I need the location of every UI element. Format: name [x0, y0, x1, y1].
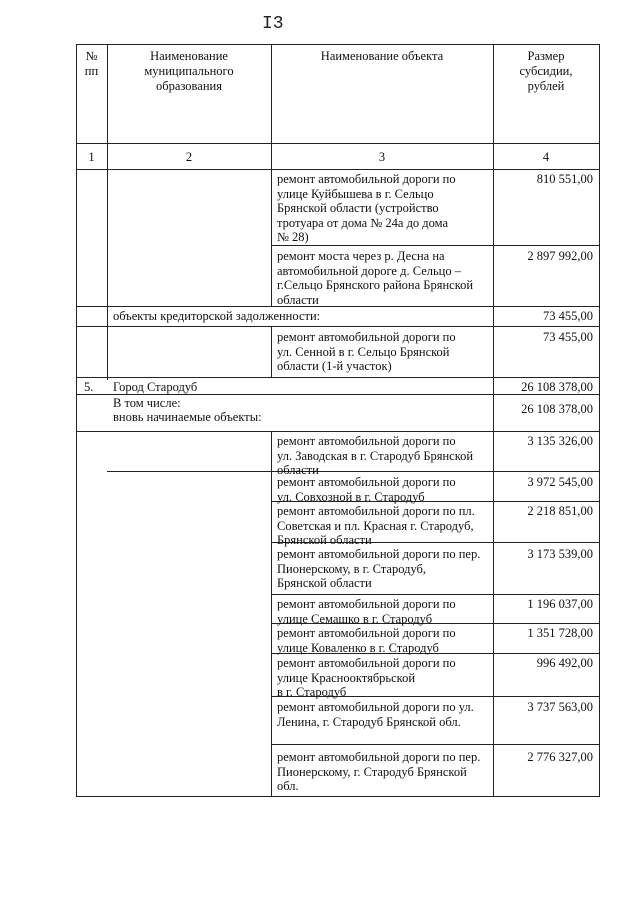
section-label: объекты кредиторской задолженности: [113, 309, 321, 323]
object-name: Ленина, г. Стародуб Брянской обл. [277, 714, 461, 729]
subsidy-amount: 2 218 851,00 [527, 504, 593, 518]
object-name: ремонт автомобильной дороги по [277, 434, 456, 448]
object-name: в г. Стародуб [277, 685, 347, 700]
header-object: Наименование объекта [320, 49, 444, 63]
header-amount: рублей [527, 79, 565, 93]
table-rule [76, 377, 600, 378]
column-rule [493, 44, 494, 797]
column-rule [271, 326, 272, 378]
table-rule [107, 471, 272, 472]
object-name: ремонт автомобильной дороги по ул. [277, 700, 474, 714]
table-rule [271, 245, 600, 246]
object-name: тротуара от дома № 24а до дома [277, 215, 449, 230]
section-label: В том числе: [113, 396, 181, 410]
object-name: ул. Сенной в г. Сельцо Брянской [277, 344, 450, 359]
object-name: ремонт автомобильной дороги по пер. [277, 750, 481, 764]
header-municipality: образования [156, 79, 222, 93]
object-name: улице Семашко в г. Стародуб [277, 611, 433, 626]
object-name: ремонт автомобильной дороги по [277, 172, 456, 186]
object-name: ремонт автомобильной дороги по пер. [277, 547, 481, 561]
object-name: г.Сельцо Брянского района Брянской [277, 278, 474, 293]
table-rule [76, 143, 600, 144]
subsidy-amount: 73 455,00 [543, 309, 593, 323]
object-name: ул. Заводская в г. Стародуб Брянской [277, 448, 474, 463]
header-municipality: Наименование [150, 49, 228, 63]
subsidy-amount: 26 108 378,00 [521, 402, 593, 416]
page-number: I3 [262, 14, 284, 34]
subsidy-amount: 3 737 563,00 [527, 700, 593, 714]
column-number: 3 [378, 150, 386, 164]
table-rule [76, 326, 600, 327]
object-name: Советская и пл. Красная г. Стародуб, [277, 518, 474, 533]
header-municipality: муниципального [144, 64, 234, 78]
table-rule [76, 796, 600, 797]
subsidy-amount: 2 897 992,00 [527, 249, 593, 263]
table-rule [76, 306, 600, 307]
subsidy-table [76, 44, 599, 797]
object-name: ремонт автомобильной дороги по [277, 597, 456, 611]
section-label: вновь начинаемые объекты: [113, 410, 262, 424]
object-name: ремонт автомобильной дороги по [277, 330, 456, 344]
object-name: Брянской области (устройство [277, 201, 439, 216]
header-amount: Размер [527, 49, 565, 63]
header-number: пп [84, 64, 99, 78]
subsidy-amount: 3 135 326,00 [527, 434, 593, 448]
column-number: 1 [88, 150, 95, 164]
subsidy-amount: 3 173 539,00 [527, 547, 593, 561]
subsidy-amount: 810 551,00 [536, 172, 593, 186]
object-name: ремонт моста через р. Десна на [277, 249, 445, 263]
object-name: автомобильной дороге д. Сельцо – [277, 263, 461, 278]
table-rule [76, 44, 600, 45]
header-amount: субсидии, [519, 64, 573, 78]
table-rule [76, 431, 600, 432]
column-rule [271, 431, 272, 797]
subsidy-amount: 1 351 728,00 [527, 626, 593, 640]
subsidy-amount: 1 196 037,00 [527, 597, 593, 611]
row-number: 5. [84, 380, 94, 394]
column-rule [271, 44, 272, 307]
object-name: обл. [277, 779, 299, 794]
subsidy-amount: 2 776 327,00 [527, 750, 593, 764]
object-name: Пионерскому, в г. Стародуб, [277, 561, 427, 576]
subsidy-amount: 996 492,00 [536, 656, 593, 670]
column-rule [76, 44, 77, 797]
object-name: Брянской области [277, 576, 372, 591]
object-name: улице Коваленко в г. Стародуб [277, 640, 439, 655]
object-name: ремонт автомобильной дороги по [277, 475, 456, 489]
object-name: ул. Совхозной в г. Стародуб [277, 489, 425, 504]
table-rule [76, 169, 600, 170]
subsidy-amount: 3 972 545,00 [527, 475, 593, 489]
object-name: улице Краснооктябрьской [277, 670, 416, 685]
table-rule [271, 471, 600, 472]
object-name: Пионерскому, г. Стародуб Брянской [277, 764, 467, 779]
column-number: 2 [185, 150, 193, 164]
object-name: области [277, 463, 319, 478]
subsidy-amount: 73 455,00 [543, 330, 593, 344]
municipality-name: Город Стародуб [113, 380, 198, 394]
subsidy-amount: 26 108 378,00 [521, 380, 593, 394]
object-name: № 28) [277, 230, 309, 245]
object-name: ремонт автомобильной дороги по [277, 626, 456, 640]
header-number: № [85, 49, 98, 63]
object-name: Брянской области [277, 533, 372, 548]
object-name: области (1-й участок) [277, 359, 392, 374]
object-name: области [277, 292, 319, 307]
column-rule [107, 44, 108, 380]
object-name: ремонт автомобильной дороги по пл. [277, 504, 475, 518]
object-name: ремонт автомобильной дороги по [277, 656, 456, 670]
column-rule [599, 44, 600, 797]
column-number: 4 [542, 150, 550, 164]
table-rule [271, 594, 600, 595]
object-name: улице Куйбышева в г. Сельцо [277, 186, 434, 201]
table-rule [271, 744, 600, 745]
